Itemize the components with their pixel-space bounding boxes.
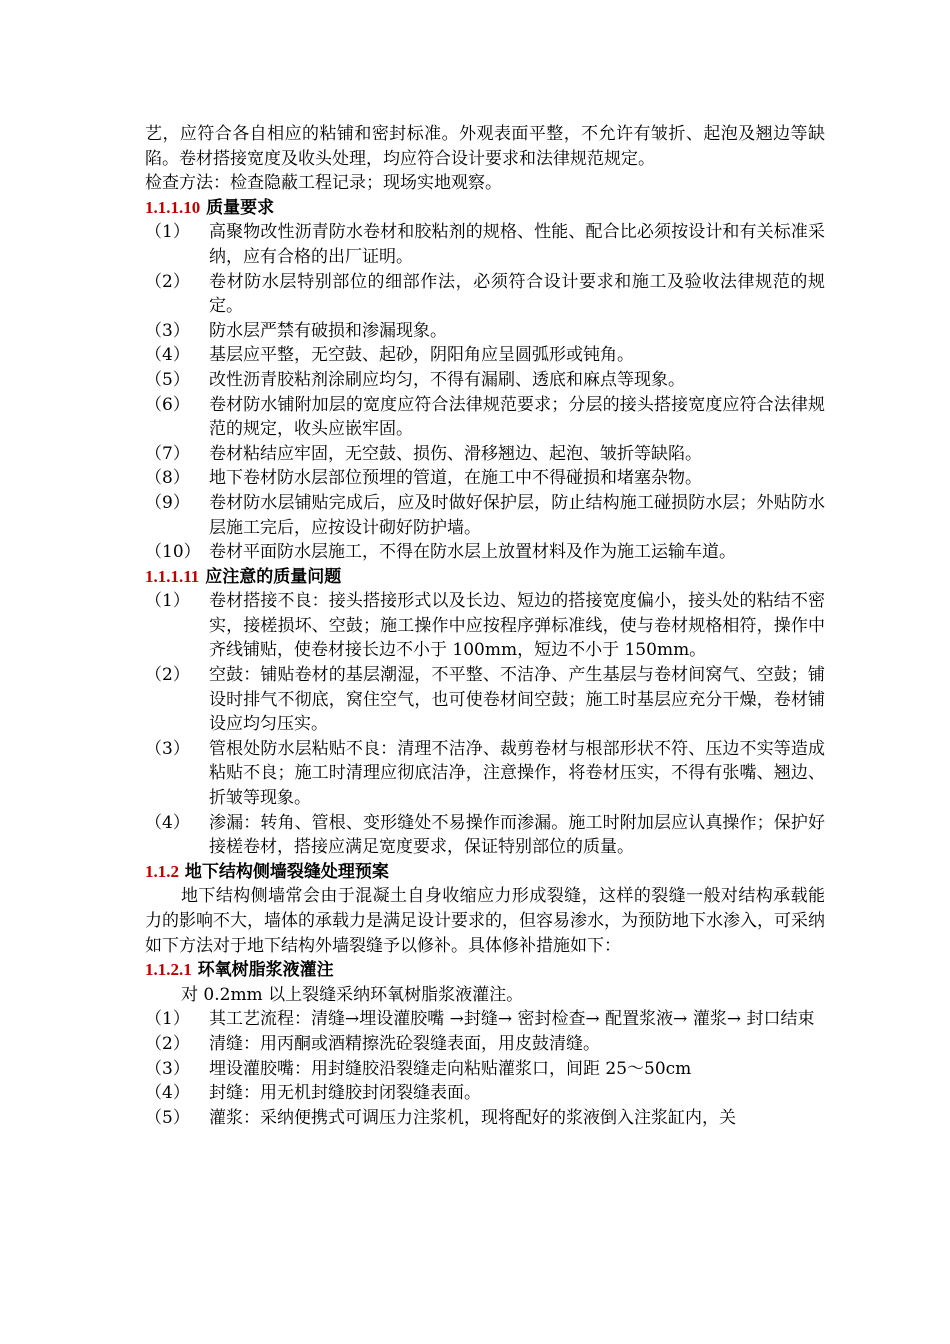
list-item [145,1007,825,1032]
list-item-text: 基层应平整，无空鼓、起砂，阴阳角应呈圆弧形或钝角。 [209,345,634,366]
section-title: 质量要求 [206,197,275,218]
section-number: 1.1.2 [145,861,179,881]
list-item [145,589,825,663]
list-item-text: 卷材防水层特别部位的细部作法，必须符合设计要求和施工及验收法律规范的规定。 [209,271,825,317]
section-heading-quality-requirements [145,196,825,221]
section-title: 应注意的质量问题 [205,566,342,587]
list-item-text: 空鼓：铺贴卷材的基层潮湿，不平整、不洁净、产生基层与卷材间窝气、空鼓；铺设时排气不彻底，窝住空气，也可使卷材间空鼓；施工时基层应充分干燥，卷材铺设应均匀压实。 [209,665,825,735]
list-item [145,393,825,442]
list-item-text: 卷材防水层铺贴完成后，应及时做好保护层，防止结构施工碰损防水层；外贴防水层施工完后，应按设计砌好防护墙。 [209,492,825,538]
list-item [145,1032,825,1057]
list-item-text: 卷材平面防水层施工，不得在防水层上放置材料及作为施工运输车道。 [209,542,736,563]
section-heading-epoxy-grouting [145,958,825,983]
list-item-text: 封缝：用无机封缝胶封闭裂缝表面。 [209,1083,481,1104]
list-item-text: 灌浆：采纳便携式可调压力注浆机，现将配好的浆液倒入注浆缸内，关 [209,1107,736,1128]
section-number: 1.1.2.1 [145,960,192,980]
list-item [145,442,825,467]
list-item [145,270,825,319]
list-item [145,663,825,737]
list-item-text: 埋设灌胶嘴：用封缝胶沿裂缝走向粘贴灌浆口，间距 25～50cm [209,1058,692,1079]
list-item [145,368,825,393]
inspection-method: 检查方法：检查隐蔽工程记录；现场实地观察。 [145,173,502,194]
list-item [145,491,825,540]
section-heading-crack-plan [145,860,825,885]
list-item-text: 地下卷材防水层部位预埋的管道，在施工中不得碰损和堵塞杂物。 [209,468,702,489]
list-marker: （3） [145,738,190,759]
list-marker: （3） [145,320,190,341]
list-marker: （4） [145,812,190,833]
list-marker: （10） [145,542,201,563]
list-marker: （6） [145,394,190,415]
list-marker: （1） [145,222,190,243]
intro-paragraph: 艺，应符合各自相应的粘铺和密封标准。外观表面平整，不允许有皱折、起泡及翘边等缺陷。卷材搭接宽度及收头处理，均应符合设计要求和法律规范规定。 [145,124,825,169]
list-marker: （2） [145,271,190,292]
section-heading-quality-issues [145,565,825,590]
epoxy-grouting-steps-list [145,1007,825,1130]
quality-issues-list [145,589,825,860]
list-item [145,466,825,491]
list-item [145,737,825,811]
list-item [145,540,825,565]
list-marker: （2） [145,665,190,686]
list-item-text: 其工艺流程：清缝→埋设灌胶嘴 →封缝→ 密封检查→ 配置浆液→ 灌浆→ 封口结束 [209,1009,815,1030]
list-item [145,811,825,860]
list-item [145,1081,825,1106]
list-marker: （9） [145,492,190,513]
list-item-text: 卷材防水铺附加层的宽度应符合法律规范要求；分层的接头搭接宽度应符合法律规范的规定，收头应嵌牢固。 [209,394,825,440]
list-marker: （4） [145,345,190,366]
list-item [145,220,825,269]
list-marker: （4） [145,1083,190,1104]
section-number: 1.1.1.10 [145,197,201,217]
list-item-text: 防水层严禁有破损和渗漏现象。 [209,320,447,341]
crack-plan-paragraph: 地下结构侧墙常会由于混凝土自身收缩应力形成裂缝，这样的裂缝一般对结构承载能力的影响不大，墙体的承载力是满足设计要求的，但容易渗水，为预防地下水渗入，可采纳如下方法对于地下结构外墙裂缝予以修补。具体修补措施如下： [145,886,825,956]
list-item-text: 高聚物改性沥青防水卷材和胶粘剂的规格、性能、配合比必须按设计和有关标准采纳，应有合格的出厂证明。 [209,222,825,267]
list-marker: （1） [145,1009,190,1030]
list-marker: （5） [145,369,190,390]
list-item [145,319,825,344]
list-marker: （7） [145,443,190,464]
list-marker: （3） [145,1058,190,1079]
list-item [145,1106,825,1131]
list-item [145,1057,825,1082]
quality-requirements-list [145,220,825,564]
list-item-text: 管根处防水层粘贴不良：清理不洁净、裁剪卷材与根部形状不符、压边不实等造成粘贴不良；施工时清理应彻底洁净，注意操作，将卷材压实，不得有张嘴、翘边、折皱等现象。 [209,738,825,809]
list-marker: （2） [145,1033,190,1054]
list-item-text: 卷材粘结应牢固，无空鼓、损伤、滑移翘边、起泡、皱折等缺陷。 [209,443,702,464]
section-title: 地下结构侧墙裂缝处理预案 [184,861,389,882]
list-item-text: 清缝：用丙酮或酒精擦洗砼裂缝表面，用皮鼓清缝。 [209,1033,600,1054]
section-number: 1.1.1.11 [145,566,200,586]
list-marker: （8） [145,468,190,489]
document-page [145,122,825,1130]
section-title: 环氧树脂浆液灌注 [197,960,334,981]
list-marker: （1） [145,591,190,612]
list-item-text: 渗漏：转角、管根、变形缝处不易操作而渗漏。施工时附加层应认真操作；保护好接槎卷材，搭接应满足宽度要求，保证特别部位的质量。 [209,812,825,858]
list-item-text: 卷材搭接不良：接头搭接形式以及长边、短边的搭接宽度偏小，接头处的粘结不密实，接槎损坏、空鼓；施工操作中应按程序弹标准线，使与卷材规格相符，操作中齐线铺贴，使卷材接长边不小于 100mm，短边不小于 150mm。 [209,591,825,661]
list-marker: （5） [145,1107,190,1128]
list-item-text: 改性沥青胶粘剂涂刷应均匀，不得有漏刷、透底和麻点等现象。 [209,369,685,390]
epoxy-grouting-paragraph: 对 0.2mm 以上裂缝采纳环氧树脂浆液灌注。 [181,984,524,1005]
list-item [145,343,825,368]
